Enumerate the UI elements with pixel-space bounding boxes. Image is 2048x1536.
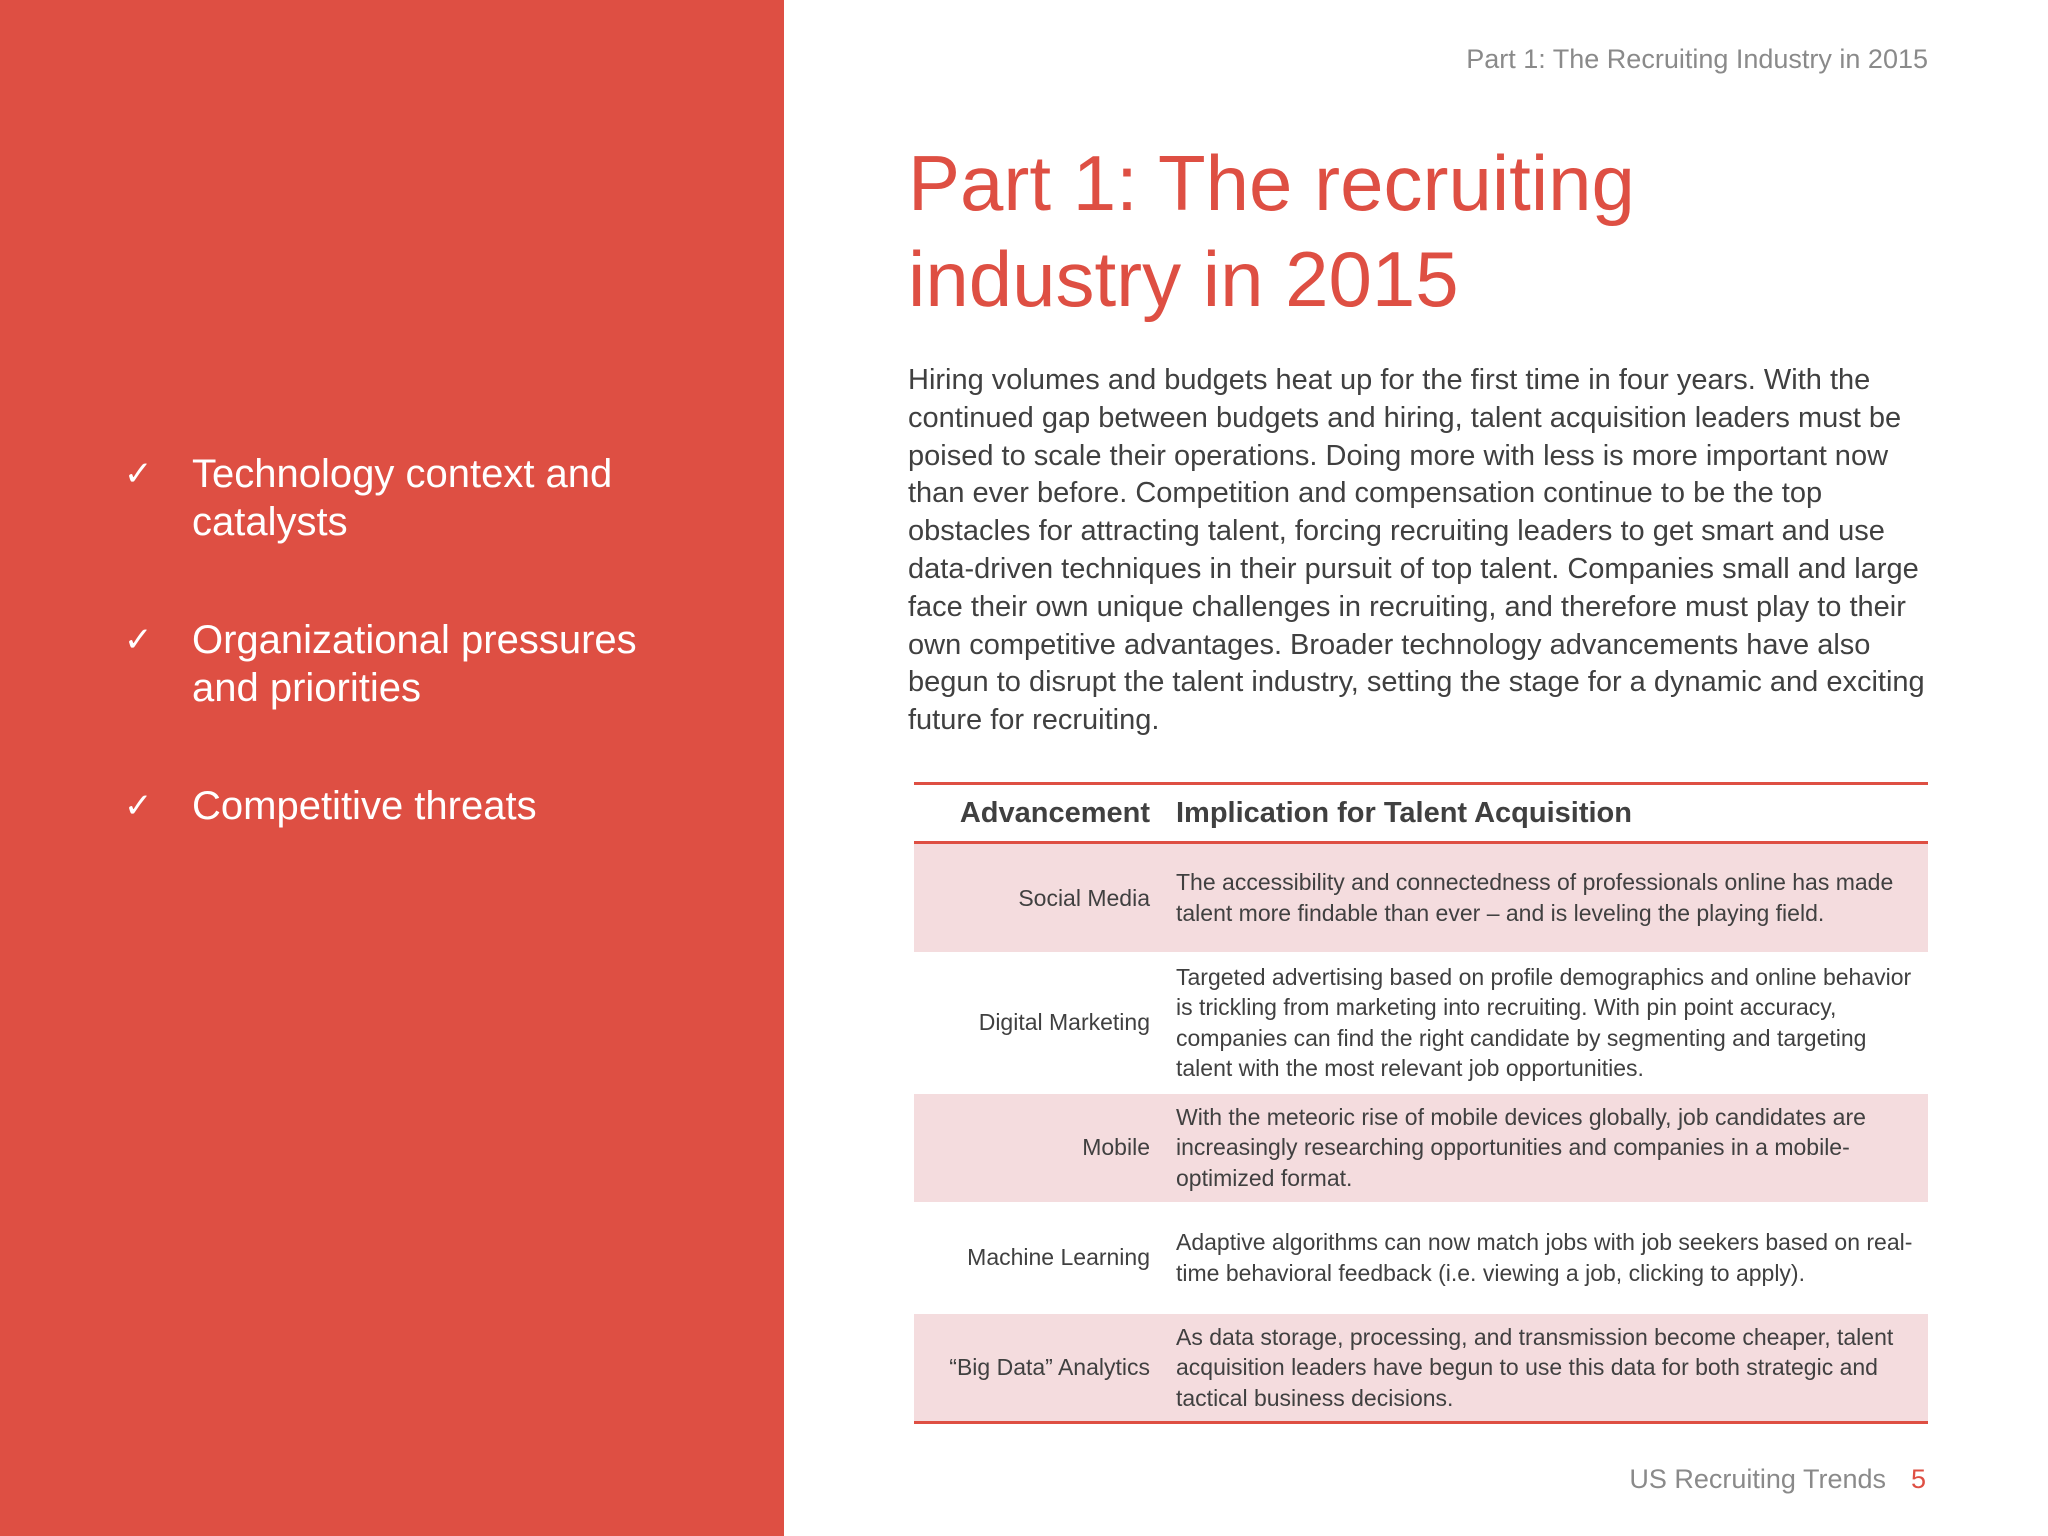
running-header: Part 1: The Recruiting Industry in 2015 — [1466, 44, 1928, 74]
page-title-line-1: Part 1: The recruiting — [908, 139, 1635, 227]
footer-label: US Recruiting Trends — [1629, 1464, 1886, 1494]
checklist-item — [120, 450, 680, 546]
column-header-advancement: Advancement — [914, 784, 1166, 843]
checklist-item — [120, 616, 680, 712]
sidebar-panel — [0, 0, 784, 1536]
checklist-item-label: Organizational pressures and priorities — [192, 618, 637, 710]
table-header-row — [914, 784, 1928, 843]
intro-paragraph: Hiring volumes and budgets heat up for the first time in four years. With the continued gap between budgets and hiring, talent acquisition leaders must be poised to scale their operations. Doing more with less is more important now than ever before. Competition and compensation continue to be the top obstacles for attracting talent, forcing recruiting leaders to get smart and use data-driven techniques in their pursuit of top talent. Companies small and large face their own unique challenges in recruiting, and therefore must play to their own competitive advantages. Broader technology advancements have also begun to disrupt the talent industry, setting the stage for a dynamic and exciting future for recruiting. — [908, 364, 1925, 737]
page-title — [908, 135, 1908, 327]
checkmark-icon: ✓ — [124, 786, 153, 826]
implication-cell: Targeted advertising based on profile demographics and online behavior is trickling from marketing into recruiting. With pin point accuracy, companies can find the right candidate by segmenting and targeting talent with the most relevant job opportunities. — [1176, 963, 1912, 1081]
checklist-item-label: Competitive threats — [192, 784, 537, 828]
page-title-line-2: industry in 2015 — [908, 235, 1459, 323]
column-header-implication: Implication for Talent Acquisition — [1166, 784, 1928, 843]
table-row — [914, 843, 1928, 953]
checkmark-icon: ✓ — [124, 454, 153, 494]
advancement-cell: Machine Learning — [967, 1244, 1150, 1271]
checklist-item — [120, 782, 680, 830]
table-row — [914, 953, 1928, 1093]
implication-cell: Adaptive algorithms can now match jobs with job seekers based on real-time behavioral feedback (i.e. viewing a job, clicking to apply). — [1176, 1229, 1913, 1286]
implication-cell: With the meteoric rise of mobile devices globally, job candidates are increasingly researching opportunities and companies in a mobile-optimized format. — [1166, 1093, 1928, 1203]
page-number: 5 — [1910, 1464, 1926, 1494]
topic-checklist — [120, 450, 680, 900]
table-row — [914, 1203, 1928, 1313]
checkmark-icon: ✓ — [124, 620, 153, 660]
advancement-cell: Digital Marketing — [978, 1009, 1150, 1036]
advancement-cell: Social Media — [914, 843, 1166, 953]
table-row — [914, 1093, 1928, 1203]
advancement-cell: Mobile — [914, 1093, 1166, 1203]
advancement-table — [914, 782, 1928, 1424]
checklist-item-label: Technology context and catalysts — [192, 452, 613, 544]
implication-cell: The accessibility and connectedness of professionals online has made talent more findable than ever – and is leveling the playing field. — [1166, 843, 1928, 953]
implication-cell: As data storage, processing, and transmission become cheaper, talent acquisition leaders have begun to use this data for both strategic and tactical business decisions. — [1166, 1313, 1928, 1423]
advancement-cell: “Big Data” Analytics — [914, 1313, 1166, 1423]
table-row — [914, 1313, 1928, 1423]
